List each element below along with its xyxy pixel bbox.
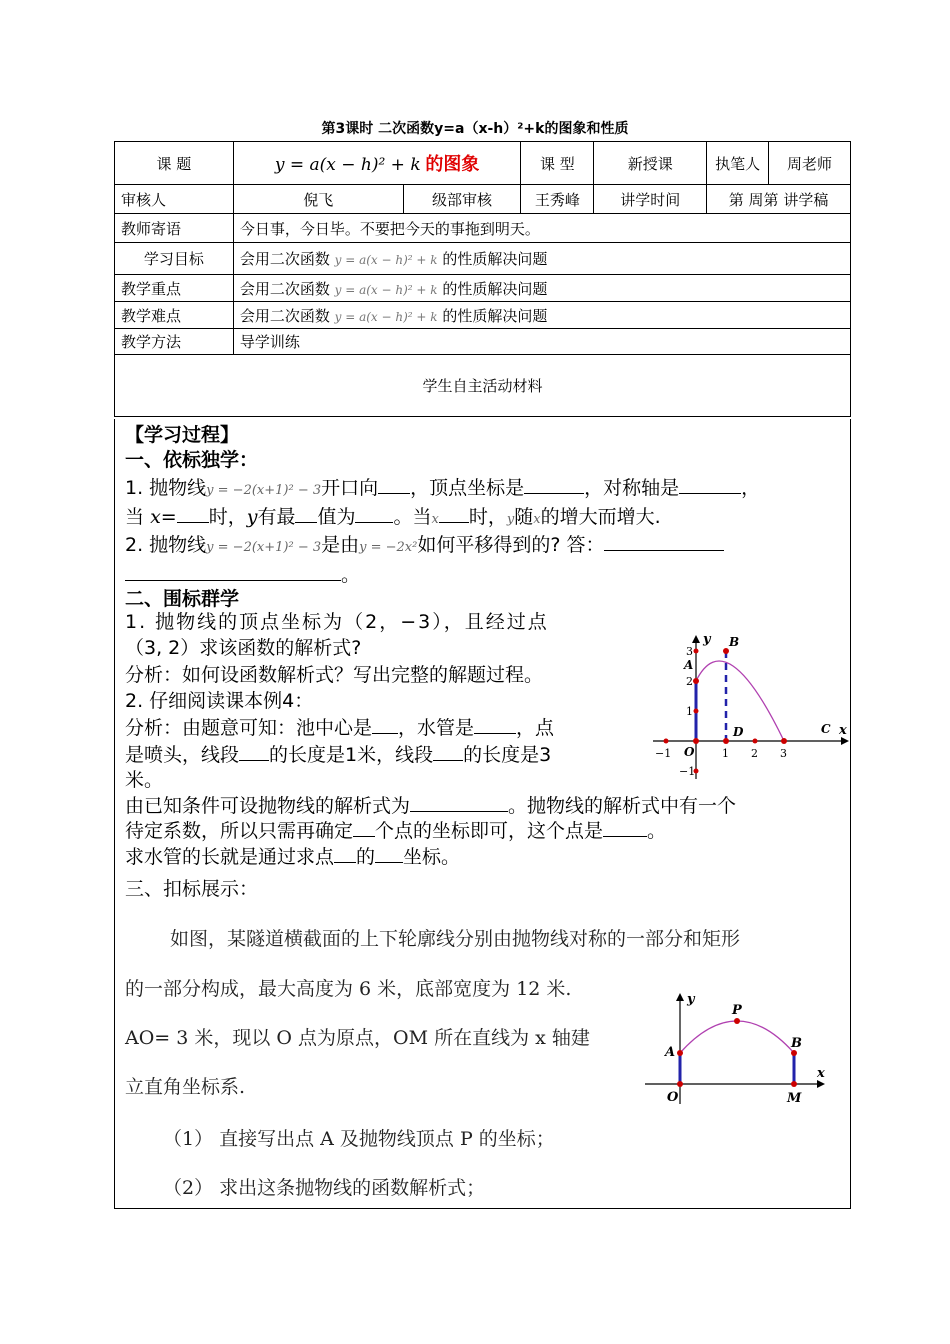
graph1-tick-x1: 1 [722,747,729,760]
lecture-time-label: 讲学时间 [594,185,707,214]
difficulty-prefix: 会用二次函数 [239,306,330,325]
blank-s2-seg1[interactable] [239,742,269,761]
focus-prefix: 会用二次函数 [239,279,330,298]
blank-s2-expression[interactable] [410,793,508,812]
q2-text-c: 如何平移得到的? 答： [417,534,605,556]
lecture-time-value: 第 周第 讲学稿 [707,185,851,214]
message-label: 教师寄语 [115,214,234,243]
q1-var-y: y [246,506,258,528]
graph1-tick-neg1-dot [664,739,669,744]
s2-p6-c: 的长度是3 [463,744,552,766]
graph2-point-m [791,1081,797,1087]
s3-p4: 立直角坐标系. [125,1076,246,1098]
graph1-tick-y3-dot [694,649,699,654]
graph-fountain [651,629,851,789]
focus-label: 教学重点 [115,275,234,302]
s2-p5-b: ，水管是 [398,717,475,739]
graph1-tick-y3: 3 [686,645,693,658]
method-value: 导学训练 [233,329,850,355]
grade-review-label: 级部审核 [403,185,521,214]
q1-var-y2: y [506,512,515,527]
type-value: 新授课 [594,142,707,185]
graph2-label-m: M [787,1091,802,1106]
blank-s2-count[interactable] [353,818,375,837]
graph1-point-a [693,678,699,684]
s3-p3: AO= 3 米，现以 O 点为原点，OM 所在直线为 x 轴建 [125,1027,590,1049]
graph1-tick-y1-dot [694,709,699,714]
s2-p6-b: 的长度是1米，线段 [269,744,434,766]
graph1-label-d: D [733,725,744,739]
graph2-x-label: x [817,1066,825,1081]
type-label: 课 型 [521,142,594,185]
q1-var-x: x [150,506,161,528]
graph2-label-a: A [665,1045,676,1060]
q1-text-d: ，对称轴是 [584,477,680,499]
process-heading: 【学习过程】 [125,424,240,446]
blank-s2-pipe[interactable] [474,715,516,734]
s2-p10-b: 的 [356,846,376,868]
graph1-tick-x3: 3 [780,747,787,760]
blank-s2-coordinate[interactable] [375,844,403,863]
q1-text-c: ，顶点坐标是 [410,477,525,499]
q1-text-k: 。当 [393,506,432,528]
graph1-point-c [781,738,787,744]
blank-q1-vertex[interactable] [524,475,584,494]
graph2-y-label: y [687,992,695,1007]
s3-p1: 如图，某隧道横截面的上下轮廓线分别由抛物线对称的一部分和矩形 [170,928,741,950]
q1-line2 [125,504,661,532]
blank-q1-extreme-value[interactable] [355,504,393,523]
s2-p10 [125,844,460,869]
grade-review-value: 王秀峰 [521,185,594,214]
goal-prefix: 会用二次函数 [239,250,330,268]
graph2-x-arrow-icon [817,1080,825,1088]
page-title: 第3课时 二次函数y=a（x-h）²+k的图象和性质 [321,121,629,137]
message-value: 今日事，今日毕。不要把今天的事拖到明天。 [233,214,850,243]
q1-text-j: 值为 [317,506,356,528]
s2-p4: 2. 仔细阅读课本例4： [125,690,314,712]
learning-content [114,419,851,1209]
graph2-label-p: P [732,1003,742,1018]
q1-var-x2: x [431,512,439,527]
blank-s2-point-name[interactable] [334,844,356,863]
materials-heading: 学生自主活动材料 [115,355,851,417]
s2-p9-c: 。 [647,820,667,842]
q2-line1 [125,532,724,560]
graph1-tick-y1: 1 [686,705,693,718]
difficulty-formula: y = a(x − h)² + k [334,309,438,324]
graph1-y-arrow-icon [692,635,700,643]
graph1-label-o: O [684,745,695,759]
topic-formula: y = a(x − h)² + k [274,155,421,175]
topic-label: 课 题 [115,142,234,185]
s2-p5-c: ，点 [516,717,555,739]
author-value: 周老师 [769,142,851,185]
q2-text-d: 。 [341,564,361,586]
focus-value [233,275,850,302]
q2-text-b: 是由 [321,534,360,556]
reviewer-value: 倪飞 [233,185,403,214]
graph2-point-o [677,1081,683,1087]
graph1-tick-yneg1: −1 [679,765,696,778]
blank-q1-x-value[interactable] [177,504,209,523]
q1-text-e: ， [741,477,761,499]
graph-tunnel [645,989,835,1109]
lesson-header-table [114,141,851,417]
graph1-label-b: B [729,635,740,649]
blank-q1-opening[interactable] [378,475,410,494]
blank-q2-answer[interactable] [604,532,724,551]
author-label: 执笔人 [707,142,769,185]
goal-value [233,243,850,275]
s2-p9-a: 待定系数，所以只需再确定 [125,820,354,842]
method-label: 教学方法 [115,329,234,355]
focus-suffix: 的性质解决问题 [442,279,548,298]
difficulty-value [233,302,850,329]
q1-text-i: 有最 [257,506,296,528]
topic-suffix: 的图象 [425,154,480,175]
blank-q1-max-min[interactable] [295,504,317,523]
goal-formula: y = a(x − h)² + k [334,253,438,267]
s2-p9 [125,818,666,843]
s2-p1: 1. 抛物线的顶点坐标为（2，−3），且经过点 [125,611,549,633]
s2-p2: （3, 2）求该函数的解析式? [125,637,362,659]
q1-text-g: = [160,506,177,528]
blank-s2-center[interactable] [372,715,398,734]
s2-p10-c: 坐标。 [403,846,461,868]
q1-text-n: 的增大而增大. [540,506,661,528]
graph1-tick-xneg1: −1 [655,747,672,760]
q2-formula2: y = −2x² [359,540,418,555]
focus-formula: y = a(x − h)² + k [334,282,438,297]
graph1-tick-x2: 2 [751,747,758,760]
difficulty-suffix: 的性质解决问题 [442,306,548,325]
topic-cell [233,142,521,185]
graph2-parabola [680,1021,794,1053]
blank-q1-axis[interactable] [679,475,741,494]
q1-line1 [125,475,760,503]
graph1-label-a: A [684,658,694,672]
s2-p8 [125,793,736,818]
section1-heading: 一、依标独学： [125,449,259,471]
s2-p9-b: 个点的坐标即可，这个点是 [375,820,604,842]
q1-text-b: 开口向 [321,477,379,499]
s3-q1: （1） 直接写出点 A 及抛物线顶点 P 的坐标； [163,1128,555,1150]
s2-p10-a: 求水管的长就是通过求点 [125,846,335,868]
s2-p8-b: 。抛物线的解析式中有一个 [508,795,737,817]
blank-s2-point[interactable] [603,818,647,837]
q1-formula: y = −2(x+1)² − 3 [206,483,322,498]
graph1-label-c: C [821,722,831,736]
graph1-tick-y2: 2 [686,675,693,688]
s2-p7: 米。 [125,769,164,791]
section3-heading: 三、扣标展示： [125,878,259,900]
q1-text-f: 当 [125,506,145,528]
q1-text-a: 1. 抛物线 [125,477,207,499]
graph1-x-arrow-icon [841,737,849,745]
graph2-point-p [734,1018,740,1024]
goal-suffix: 的性质解决问题 [442,250,548,268]
s2-p6 [125,742,551,767]
graph1-tick-2-dot [753,739,758,744]
q1-text-h: 时， [208,506,247,528]
section2-heading: 二、围标群学 [125,588,240,610]
graph2-y-arrow-icon [676,993,684,1001]
s2-p5-a: 分析：由题意可知：池中心是 [125,717,373,739]
graph1-y-label: y [703,632,711,647]
graph2-point-a [677,1050,683,1056]
q1-var-x3: x [533,512,541,527]
graph2-label-o: O [667,1090,679,1105]
reviewer-label: 审核人 [115,185,234,214]
s2-p5 [125,715,554,740]
graph1-point-d [723,738,729,744]
q2-formula: y = −2(x+1)² − 3 [206,540,322,555]
blank-q2-answer-cont[interactable] [125,562,341,581]
s2-p6-a: 是喷头，线段 [125,744,240,766]
s3-p2: 的一部分构成，最大高度为 6 米，底部宽度为 12 米. [125,978,572,1000]
graph1-point-o [693,738,699,744]
graph1-x-label: x [839,723,847,738]
graph2-label-b: B [791,1036,802,1051]
difficulty-label: 教学难点 [115,302,234,329]
blank-s2-seg2[interactable] [433,742,463,761]
blank-q1-range[interactable] [439,504,469,523]
q2-text-a: 2. 抛物线 [125,534,207,556]
s3-q2: （2） 求出这条抛物线的函数解析式； [163,1177,486,1199]
q1-text-m: 随 [514,506,534,528]
q2-line2 [125,562,360,587]
s2-p3: 分析：如何设函数解析式？写出完整的解题过程。 [125,664,544,686]
goal-label: 学习目标 [115,243,234,275]
q1-text-l: 时， [468,506,507,528]
s2-p8-a: 由已知条件可设抛物线的解析式为 [125,795,411,817]
